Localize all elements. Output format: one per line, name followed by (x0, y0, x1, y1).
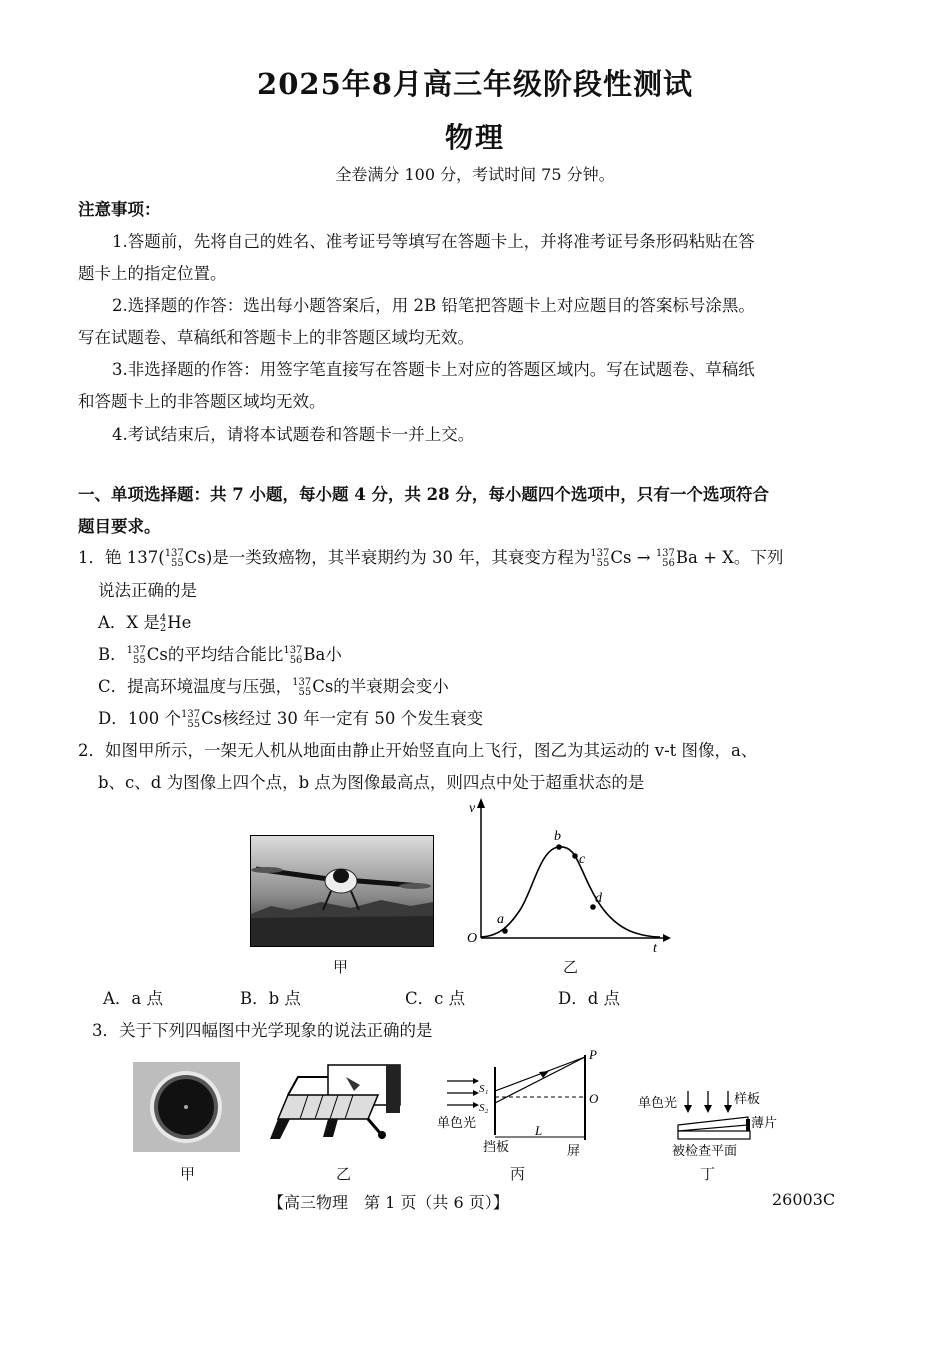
label-S2: S₂ (479, 1102, 489, 1114)
notice-item: 1.答题前，先将自己的姓名、准考证号等填写在答题卡上，并将准考证号条形码粘贴在答 (112, 232, 755, 251)
axis-v-label: v (469, 801, 476, 816)
label-monochromatic: 单色光 (437, 1115, 477, 1130)
question-1-stem-line2: 说法正确的是 (98, 581, 197, 600)
label-P: P (589, 1047, 597, 1062)
question-2-stem: 2．如图甲所示，一架无人机从地面由静止开始竖直向上飞行，图乙为其运动的 v-t 图像，a、 (78, 741, 758, 760)
nuclide-cs: 137 55 (590, 547, 610, 569)
nuclide-cs: 137 55 (180, 708, 201, 730)
point-c-label: c (579, 852, 586, 867)
caption-q3-bing: 丙 (510, 1165, 526, 1183)
point-a (502, 928, 508, 934)
nuclide-ba: 137 56 (655, 547, 675, 569)
q1-text: Ba + X。下列 (675, 548, 784, 567)
point-b (556, 844, 562, 850)
q2-option-d[interactable]: D．d 点 (558, 989, 621, 1008)
point-b-label: b (554, 829, 561, 844)
notice-item: 2.选择题的作答：选出每小题答案后，用 2B 铅笔把答题卡上对应题目的答案标号涂黑。 (112, 296, 755, 315)
section-heading: 题目要求。 (78, 517, 161, 536)
point-d-label: d (595, 891, 602, 906)
nuclide-ba: 137 56 (283, 644, 303, 666)
question-1-stem (78, 544, 783, 569)
page-footer: 【高三物理 第 1 页（共 6 页）】 (268, 1193, 509, 1212)
label-S1: S₁ (479, 1083, 489, 1095)
notice-item: 4.考试结束后，请将本试题卷和答题卡一并上交。 (112, 425, 475, 444)
label-ding-light: 单色光 (638, 1095, 678, 1110)
caption-yi: 乙 (563, 958, 579, 976)
section-heading: 一、单项选择题：共 7 小题，每小题 4 分，共 28 分，每小题四个选项中，只有一个选项符合 (78, 485, 769, 504)
label-L: L (535, 1123, 543, 1138)
thin-film-diagram (638, 1085, 788, 1160)
axis-t-label: t (653, 941, 657, 956)
question-3-stem: 3．关于下列四幅图中光学现象的说法正确的是 (92, 1021, 433, 1040)
diffraction-ring-image (133, 1062, 240, 1152)
notice-item: 题卡上的指定位置。 (78, 264, 227, 283)
caption-jia: 甲 (333, 958, 349, 976)
q2-option-b[interactable]: B．b 点 (240, 989, 301, 1008)
q2-option-a[interactable]: A．a 点 (103, 989, 163, 1008)
paper-code: 26003C (772, 1190, 836, 1209)
caption-q3-jia: 甲 (180, 1165, 196, 1183)
q1-option-b[interactable]: B． 137 55 Cs的平均结合能比 137 56 Ba小 (98, 644, 342, 666)
label-plate: 样板 (734, 1091, 761, 1106)
q2-option-c[interactable]: C．c 点 (405, 989, 466, 1008)
notice-item: 3.非选择题的作答：用签字笔直接写在答题卡上对应的答题区域内。写在试题卷、草稿纸 (112, 360, 755, 379)
nuclide-cs: 137 55 (292, 676, 312, 698)
v-axis-arrow (477, 798, 485, 808)
origin-label: O (467, 931, 478, 946)
nuclide-cs: 137 55 (126, 644, 146, 666)
label-surface: 被检查平面 (672, 1143, 738, 1158)
subject-title: 物理 (444, 121, 505, 154)
q1-text: 1．铯 137( (78, 548, 165, 567)
vt-curve (481, 847, 660, 937)
label-barrier: 挡板 (483, 1139, 510, 1154)
label-sheet: 薄片 (751, 1115, 778, 1130)
drone-photo (250, 835, 434, 947)
question-2-stem-line2: b、c、d 为图像上四个点，b 点为图像最高点，则四点中处于超重状态的是 (98, 773, 645, 792)
point-a-label: a (497, 912, 504, 927)
q1-option-c[interactable]: C．提高环境温度与压强， 137 55 Cs的半衰期会变小 (98, 676, 449, 698)
double-slit-diagram (435, 1045, 625, 1160)
nuclide-he: 4 2 (159, 612, 167, 634)
label-screen: 屏 (567, 1143, 581, 1158)
q1-text: Cs)是一类致癌物，其半衰期约为 30 年，其衰变方程为 (184, 548, 591, 567)
nuclide-cs: 137 55 (164, 547, 184, 569)
label-O: O (589, 1091, 599, 1106)
caption-q3-yi: 乙 (336, 1165, 352, 1183)
q1-text: Cs → (610, 548, 656, 567)
caption-q3-ding: 丁 (700, 1165, 716, 1183)
vt-graph (455, 790, 680, 960)
apparatus-drawing (268, 1057, 413, 1157)
q1-option-a[interactable]: A．X 是 4 2 He (98, 612, 192, 634)
notice-item: 写在试题卷、草稿纸和答题卡上的非答题区域均无效。 (78, 328, 474, 347)
notice-heading: 注意事项： (78, 200, 161, 219)
notice-item: 和答题卡上的非答题区域均无效。 (78, 392, 326, 411)
t-axis-arrow (663, 934, 671, 942)
exam-title: 2025年8月高三年级阶段性测试 (257, 67, 693, 101)
q1-option-d[interactable]: D．100 个 137 55 Cs核经过 30 年一定有 50 个发生衰变 (98, 708, 484, 730)
exam-subtitle: 全卷满分 100 分，考试时间 75 分钟。 (335, 165, 615, 184)
point-c (572, 853, 578, 859)
